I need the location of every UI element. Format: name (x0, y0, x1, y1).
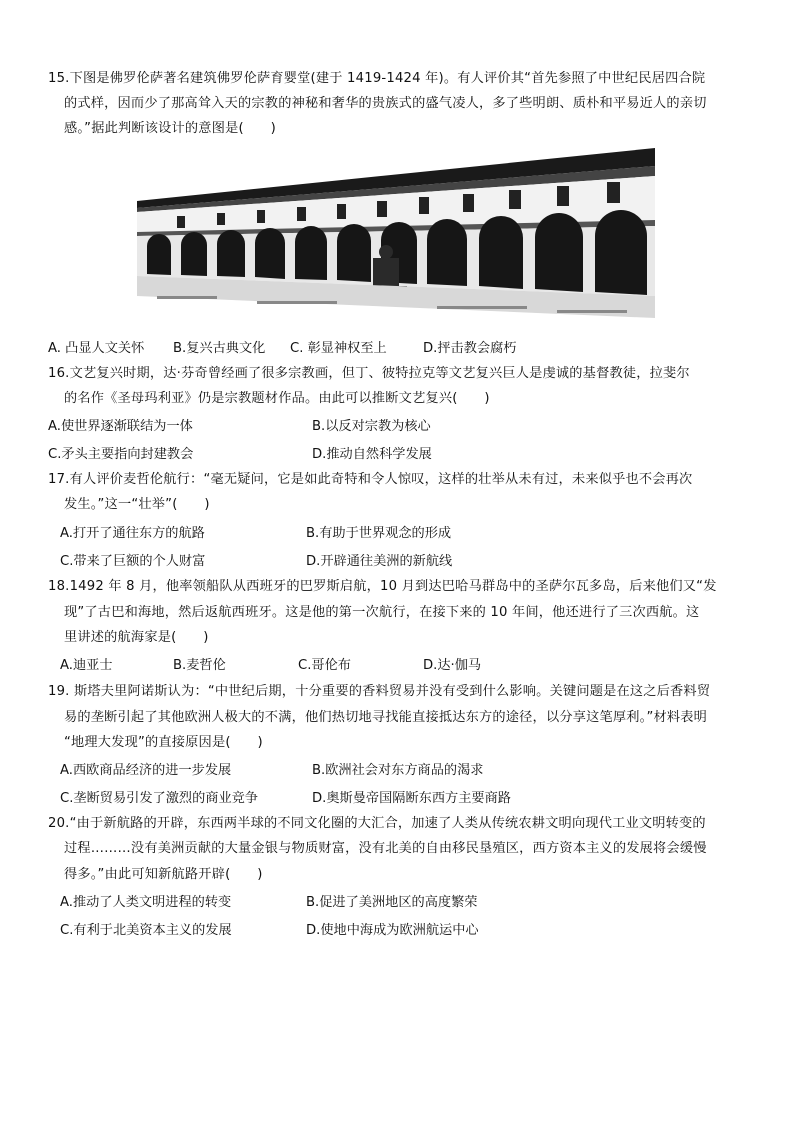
q18-line-1: 18.1492 年 8 月，他率领船队从西班牙的巴罗斯启航，10 月到达巴哈马群岛中的圣萨尔瓦多岛，后来他们又“发 (48, 579, 717, 594)
q15-line-1: 15.下图是佛罗伦萨著名建筑佛罗伦萨育婴堂(建于 1419-1424 年)。有人评价其“首先参照了中世纪民居四合院 (48, 71, 706, 86)
q17-line-1: 17.有人评价麦哲伦航行：“毫无疑问，它是如此奇特和令人惊叹，这样的壮举从未有过，未来似乎也不会再次 (48, 472, 693, 487)
q16-line-1: 16.文艺复兴时期，达·芬奇曾经画了很多宗教画，但丁、彼特拉克等文艺复兴巨人是虔诚的基督教徒，拉斐尔 (48, 366, 690, 381)
q19-line-2: 易的垄断引起了其他欧洲人极大的不满，他们热切地寻找能直接抵达东方的途径，以分享这笔厚利。”材料表明 (64, 710, 708, 725)
q17-option-b[interactable]: B.有助于世界观念的形成 (306, 526, 452, 541)
q16-option-c[interactable]: C.矛头主要指向封建教会 (48, 447, 194, 462)
q20-line-2: 过程………没有美洲贡献的大量金银与物质财富，没有北美的自由移民垦殖区，西方资本主义的发展将会缓慢 (64, 841, 707, 856)
q18-option-c[interactable]: C.哥伦布 (298, 658, 351, 673)
q18-line-2: 现”了古巴和海地，然后返航西班牙。这是他的第一次航行，在接下来的 10 年间，他还进行了三次西航。这 (64, 605, 700, 620)
q15-option-b[interactable]: B.复兴古典文化 (173, 341, 266, 356)
q20-line-1: 20.“由于新航路的开辟，东西两半球的不同文化圈的大汇合，加速了人类从传统农耕文明向现代工业文明转变的 (48, 816, 706, 831)
q19-line-1: 19. 斯塔夫里阿诺斯认为：“中世纪后期，十分重要的香料贸易并没有受到什么影响。关键问题是在这之后香料贸 (48, 684, 711, 699)
q20-option-a[interactable]: A.推动了人类文明进程的转变 (60, 895, 232, 910)
q18-option-d[interactable]: D.达·伽马 (423, 658, 482, 673)
q20-option-c[interactable]: C.有利于北美资本主义的发展 (60, 923, 232, 938)
q15-line-2: 的式样，因而少了那高耸入天的宗教的神秘和奢华的贵族式的盛气凌人，多了些明朗、质朴和平易近人的亲切 (64, 96, 707, 111)
q20-option-d[interactable]: D.使地中海成为欧洲航运中心 (306, 923, 479, 938)
q15-line-3: 感。”据此判断该设计的意图是( ) (64, 121, 276, 136)
q18-option-a[interactable]: A.迪亚士 (60, 658, 113, 673)
q20-option-b[interactable]: B.促进了美洲地区的高度繁荣 (306, 895, 478, 910)
q15-option-c[interactable]: C. 彰显神权至上 (290, 341, 387, 356)
q17-option-c[interactable]: C.带来了巨额的个人财富 (60, 554, 206, 569)
q15-option-a[interactable]: A. 凸显人文关怀 (48, 341, 145, 356)
q18-option-b[interactable]: B.麦哲伦 (173, 658, 226, 673)
q20-line-3: 得多。”由此可知新航路开辟( ) (64, 867, 263, 882)
q19-option-d[interactable]: D.奥斯曼帝国隔断东西方主要商路 (312, 791, 511, 806)
q16-option-a[interactable]: A.使世界逐渐联结为一体 (48, 419, 193, 434)
q19-line-3: “地理大发现”的直接原因是( ) (64, 735, 263, 750)
q17-option-d[interactable]: D.开辟通往美洲的新航线 (306, 554, 453, 569)
q19-option-b[interactable]: B.欧洲社会对东方商品的渴求 (312, 763, 484, 778)
q16-option-b[interactable]: B.以反对宗教为核心 (312, 419, 431, 434)
q16-option-d[interactable]: D.推动自然科学发展 (312, 447, 432, 462)
q15-option-d[interactable]: D.抨击教会腐朽 (423, 341, 517, 356)
q17-line-2: 发生。”这一“壮举”( ) (64, 497, 210, 512)
foundling-hospital-photo (137, 146, 655, 318)
q18-line-3: 里讲述的航海家是( ) (64, 630, 209, 645)
q19-option-c[interactable]: C.垄断贸易引发了激烈的商业竞争 (60, 791, 259, 806)
q16-line-2: 的名作《圣母玛利亚》仍是宗教题材作品。由此可以推断文艺复兴( ) (64, 391, 490, 406)
q17-option-a[interactable]: A.打开了通往东方的航路 (60, 526, 205, 541)
q19-option-a[interactable]: A.西欧商品经济的进一步发展 (60, 763, 232, 778)
